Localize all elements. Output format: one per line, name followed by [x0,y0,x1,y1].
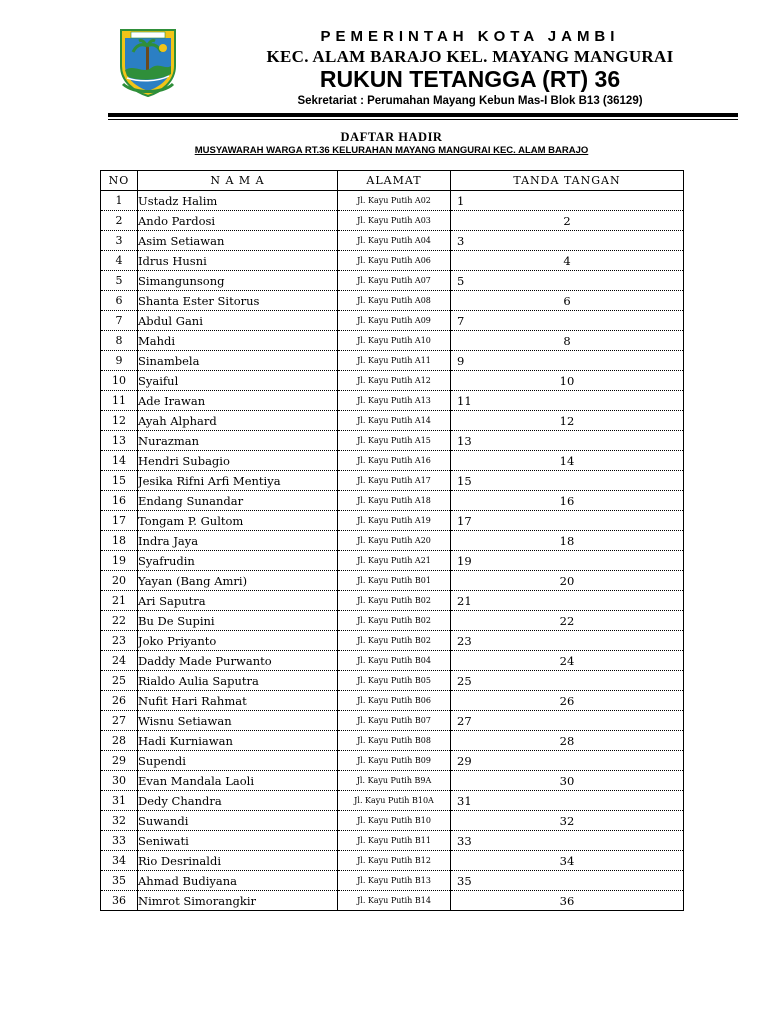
row-number: 34 [101,851,138,871]
row-address: Jl. Kayu Putih A13 [338,391,451,411]
row-signature: 31 [457,793,472,808]
row-address: Jl. Kayu Putih A02 [338,191,451,211]
row-address: Jl. Kayu Putih A20 [338,531,451,551]
row-number: 24 [101,651,138,671]
table-row [101,631,684,651]
table-row [101,551,684,571]
row-signature: 27 [457,713,472,728]
row-signature: 7 [457,313,465,328]
row-signature: 10 [559,373,575,388]
row-signature-cell [451,331,684,351]
table-row [101,251,684,271]
row-signature: 14 [559,453,575,468]
row-signature-cell [451,851,684,871]
table-row [101,831,684,851]
attendance-table [100,170,684,911]
row-address: Jl. Kayu Putih A16 [338,451,451,471]
row-address: Jl. Kayu Putih A19 [338,511,451,531]
government-heading: PEMERINTAH KOTA JAMBI [320,28,620,45]
table-row [101,651,684,671]
letterhead-rule-thin [108,119,738,120]
row-address: Jl. Kayu Putih A04 [338,231,451,251]
row-signature: 26 [559,693,575,708]
row-name: Ando Pardosi [138,211,338,231]
row-signature-cell [451,471,684,491]
row-name: Indra Jaya [138,531,338,551]
row-name: Wisnu Setiawan [138,711,338,731]
row-name: Daddy Made Purwanto [138,651,338,671]
row-name: Rio Desrinaldi [138,851,338,871]
row-number: 26 [101,691,138,711]
table-row [101,331,684,351]
row-signature-cell [451,271,684,291]
row-signature: 20 [559,573,575,588]
row-signature: 33 [457,833,472,848]
table-row [101,391,684,411]
row-name: Hendri Subagio [138,451,338,471]
row-signature-cell [451,351,684,371]
row-name: Joko Priyanto [138,631,338,651]
row-signature: 35 [457,873,472,888]
row-name: Suwandi [138,811,338,831]
row-name: Asim Setiawan [138,231,338,251]
row-number: 31 [101,791,138,811]
row-address: Jl. Kayu Putih A03 [338,211,451,231]
row-address: Jl. Kayu Putih A11 [338,351,451,371]
row-signature-cell [451,691,684,711]
row-name: Mahdi [138,331,338,351]
row-address: Jl. Kayu Putih B13 [338,871,451,891]
row-number: 21 [101,591,138,611]
row-signature: 25 [457,673,472,688]
row-number: 22 [101,611,138,631]
row-number: 8 [101,331,138,351]
table-row [101,291,684,311]
row-number: 27 [101,711,138,731]
row-number: 4 [101,251,138,271]
table-header-row [101,171,684,191]
row-name: Supendi [138,751,338,771]
row-signature: 4 [563,253,571,268]
row-signature: 16 [559,493,575,508]
row-address: Jl. Kayu Putih B02 [338,611,451,631]
row-signature-cell [451,591,684,611]
row-address: Jl. Kayu Putih B09 [338,751,451,771]
table-row [101,691,684,711]
table-row [101,851,684,871]
row-name: Syaiful [138,371,338,391]
row-address: Jl. Kayu Putih B07 [338,711,451,731]
row-name: Evan Mandala Laoli [138,771,338,791]
row-signature-cell [451,631,684,651]
row-address: Jl. Kayu Putih B08 [338,731,451,751]
row-signature: 30 [559,773,575,788]
table-row [101,671,684,691]
header-signature: TANDA TANGAN [451,171,684,191]
row-number: 36 [101,891,138,911]
table-row [101,811,684,831]
row-name: Ahmad Budiyana [138,871,338,891]
row-number: 7 [101,311,138,331]
table-row [101,731,684,751]
row-name: Jesika Rifni Arfi Mentiya [138,471,338,491]
table-row [101,511,684,531]
row-signature: 29 [457,753,472,768]
row-name: Shanta Ester Sitorus [138,291,338,311]
table-row [101,351,684,371]
row-signature-cell [451,871,684,891]
row-signature: 5 [457,273,465,288]
row-address: Jl. Kayu Putih A10 [338,331,451,351]
row-name: Syafrudin [138,551,338,571]
row-name: Hadi Kurniawan [138,731,338,751]
row-number: 23 [101,631,138,651]
row-number: 14 [101,451,138,471]
row-address: Jl. Kayu Putih A08 [338,291,451,311]
row-signature: 9 [457,353,465,368]
row-name: Nurazman [138,431,338,451]
table-row [101,871,684,891]
row-number: 1 [101,191,138,211]
row-signature-cell [451,771,684,791]
row-number: 3 [101,231,138,251]
table-row [101,431,684,451]
row-number: 33 [101,831,138,851]
kota-jambi-logo [117,26,179,98]
row-signature: 3 [457,233,465,248]
row-name: Seniwati [138,831,338,851]
table-row [101,791,684,811]
row-signature: 8 [563,333,571,348]
row-signature: 36 [559,893,575,908]
row-number: 5 [101,271,138,291]
row-number: 35 [101,871,138,891]
document-subtitle: MUSYAWARAH WARGA RT.36 KELURAHAN MAYANG MANGURAI KEC. ALAM BARAJO [194,145,589,156]
table-row [101,451,684,471]
row-number: 25 [101,671,138,691]
row-signature-cell [451,411,684,431]
table-row [101,711,684,731]
row-address: Jl. Kayu Putih B10A [338,791,451,811]
row-number: 20 [101,571,138,591]
row-address: Jl. Kayu Putih A12 [338,371,451,391]
row-number: 9 [101,351,138,371]
organization-heading: RUKUN TETANGGA (RT) 36 [319,66,621,92]
row-address: Jl. Kayu Putih A17 [338,471,451,491]
table-row [101,231,684,251]
row-address: Jl. Kayu Putih B10 [338,811,451,831]
row-address: Jl. Kayu Putih B12 [338,851,451,871]
row-number: 18 [101,531,138,551]
row-name: Endang Sunandar [138,491,338,511]
table-row [101,371,684,391]
row-signature: 18 [559,533,575,548]
row-name: Tongam P. Gultom [138,511,338,531]
header-no: NO [101,171,138,191]
row-number: 13 [101,431,138,451]
row-signature-cell [451,671,684,691]
row-address: Jl. Kayu Putih A14 [338,411,451,431]
row-signature: 2 [563,213,571,228]
row-name: Bu De Supini [138,611,338,631]
row-number: 29 [101,751,138,771]
row-address: Jl. Kayu Putih A07 [338,271,451,291]
row-address: Jl. Kayu Putih B02 [338,591,451,611]
row-name: Rialdo Aulia Saputra [138,671,338,691]
row-number: 11 [101,391,138,411]
table-row [101,191,684,211]
row-number: 6 [101,291,138,311]
row-number: 17 [101,511,138,531]
table-row [101,771,684,791]
row-number: 2 [101,211,138,231]
row-signature-cell [451,811,684,831]
row-signature: 11 [457,393,472,408]
header-address: ALAMAT [338,171,451,191]
row-address: Jl. Kayu Putih A15 [338,431,451,451]
document-title: DAFTAR HADIR [340,130,443,144]
row-address: Jl. Kayu Putih B14 [338,891,451,911]
row-address: Jl. Kayu Putih B02 [338,631,451,651]
row-signature-cell [451,611,684,631]
table-row [101,411,684,431]
row-address: Jl. Kayu Putih A21 [338,551,451,571]
row-name: Nufit Hari Rahmat [138,691,338,711]
letterhead-rule-thick [108,113,738,117]
row-signature: 23 [457,633,472,648]
row-signature-cell [451,371,684,391]
row-signature-cell [451,431,684,451]
row-signature: 28 [559,733,575,748]
table-row [101,471,684,491]
row-address: Jl. Kayu Putih A18 [338,491,451,511]
row-signature: 1 [457,193,465,208]
row-name: Ari Saputra [138,591,338,611]
row-name: Sinambela [138,351,338,371]
row-signature: 24 [559,653,575,668]
row-signature-cell [451,751,684,771]
row-signature-cell [451,831,684,851]
table-row [101,531,684,551]
row-address: Jl. Kayu Putih A06 [338,251,451,271]
row-name: Ade Irawan [138,391,338,411]
row-signature: 21 [457,593,472,608]
row-name: Dedy Chandra [138,791,338,811]
row-signature-cell [451,791,684,811]
row-number: 10 [101,371,138,391]
row-signature-cell [451,711,684,731]
row-signature: 13 [457,433,472,448]
row-name: Idrus Husni [138,251,338,271]
row-signature-cell [451,191,684,211]
row-address: Jl. Kayu Putih B11 [338,831,451,851]
row-number: 30 [101,771,138,791]
row-signature: 32 [559,813,575,828]
row-signature-cell [451,231,684,251]
row-signature-cell [451,291,684,311]
row-signature-cell [451,891,684,911]
row-address: Jl. Kayu Putih B9A [338,771,451,791]
row-number: 28 [101,731,138,751]
table-row [101,571,684,591]
table-row [101,491,684,511]
row-signature-cell [451,551,684,571]
table-row [101,591,684,611]
row-signature-cell [451,731,684,751]
row-signature-cell [451,391,684,411]
row-address: Jl. Kayu Putih A09 [338,311,451,331]
row-name: Ayah Alphard [138,411,338,431]
row-name: Ustadz Halim [138,191,338,211]
table-row [101,271,684,291]
table-row [101,311,684,331]
row-signature-cell [451,451,684,471]
row-signature: 22 [559,613,575,628]
row-number: 16 [101,491,138,511]
row-name: Nimrot Simorangkir [138,891,338,911]
row-number: 19 [101,551,138,571]
row-signature: 34 [559,853,575,868]
row-signature-cell [451,571,684,591]
district-heading: KEC. ALAM BARAJO KEL. MAYANG MANGURAI [266,47,674,66]
row-signature-cell [451,531,684,551]
row-name: Simangunsong [138,271,338,291]
row-address: Jl. Kayu Putih B04 [338,651,451,671]
row-signature: 6 [563,293,571,308]
table-row [101,211,684,231]
row-signature-cell [451,211,684,231]
row-number: 15 [101,471,138,491]
secretariat-address: Sekretariat : Perumahan Mayang Kebun Mas-I Blok B13 (36129) [297,95,643,107]
table-row [101,751,684,771]
row-signature: 12 [559,413,575,428]
row-signature-cell [451,251,684,271]
row-signature-cell [451,651,684,671]
row-number: 12 [101,411,138,431]
header-name: N A M A [138,171,338,191]
row-name: Yayan (Bang Amri) [138,571,338,591]
row-signature: 19 [457,553,472,568]
row-address: Jl. Kayu Putih B06 [338,691,451,711]
row-address: Jl. Kayu Putih B01 [338,571,451,591]
row-signature: 15 [457,473,472,488]
row-name: Abdul Gani [138,311,338,331]
row-number: 32 [101,811,138,831]
row-signature-cell [451,511,684,531]
row-signature-cell [451,311,684,331]
row-signature-cell [451,491,684,511]
row-signature: 17 [457,513,472,528]
row-address: Jl. Kayu Putih B05 [338,671,451,691]
table-row [101,891,684,911]
table-row [101,611,684,631]
